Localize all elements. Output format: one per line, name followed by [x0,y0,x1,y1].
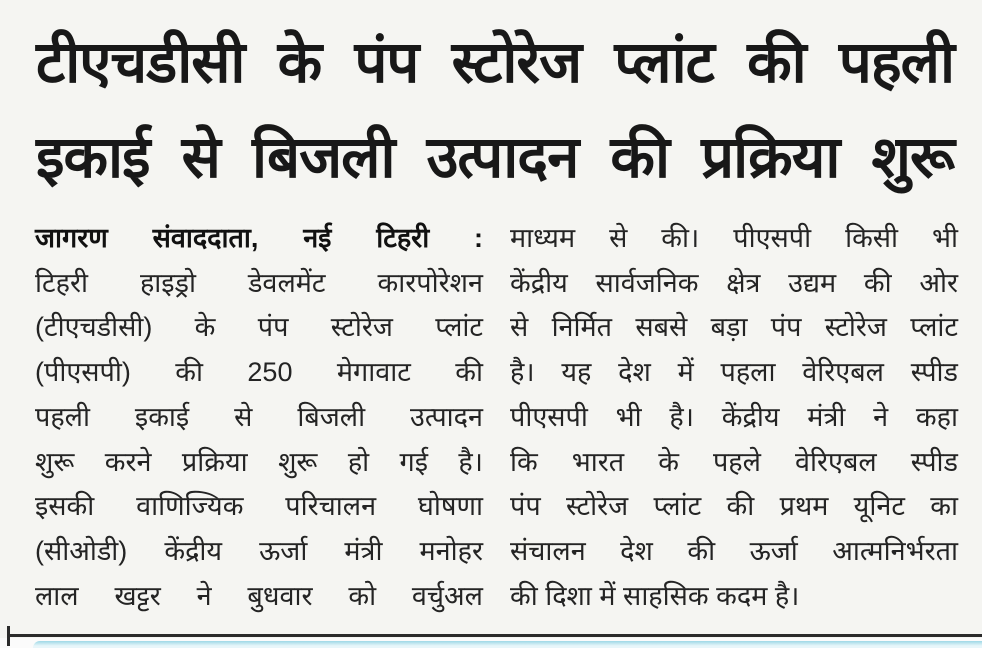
article-headline [36,15,954,205]
article-text-line: केंद्रीय सार्वजनिक क्षेत्र उद्यम की ओर [510,267,958,298]
article-text-line: पीएसपी भी है। केंद्रीय मंत्री ने कहा [510,401,958,432]
article-column-right [510,216,958,618]
article-text-line: पहली इकाई से बिजली उत्पादन [35,401,483,432]
article-column-left [35,216,483,618]
article-text-line: है। यह देश में पहला वेरिएबल स्पीड [510,357,958,388]
article-text-line: टिहरी हाइड्रो डेवलमेंट कारपोरेशन [35,267,483,298]
article-text-line: इसकी वाणिज्यिक परिचालन घोषणा [35,491,483,522]
byline: जागरण संवाददाता, नई टिहरी : [35,223,483,253]
article-text-line: कि भारत के पहले वेरिएबल स्पीड [510,446,958,477]
article-text-line: संचालन देश की ऊर्जा आत्मनिर्भरता [510,535,958,566]
article-text-line: शुरू करने प्रक्रिया शुरू हो गई है। [35,446,483,477]
article-text-line: पंप स्टोरेज प्लांट की प्रथम यूनिट का [510,491,958,522]
next-clipping-edge-bar [33,641,982,648]
article-text-line: (सीओडी) केंद्रीय ऊर्जा मंत्री मनोहर [35,535,483,566]
headline-line-2: इकाई से बिजली उत्पादन की प्रक्रिया शुरू [36,125,954,190]
article-text-line: (टीएचडीसी) के पंप स्टोरेज प्लांट [35,312,483,343]
article-text-line: लाल खट्टर ने बुधवार को वर्चुअल [35,580,483,611]
article-text-line: की दिशा में साहसिक कदम है। [510,580,800,611]
bottom-divider-tick [7,626,10,646]
article-body [35,216,958,618]
article-text-line: माध्यम से की। पीएसपी किसी भी [510,223,958,253]
bottom-divider-line [7,634,982,637]
article-text-line: (पीएसपी) की 250 मेगावाट की [35,357,483,388]
article-text-line: से निर्मित सबसे बड़ा पंप स्टोरेज प्लांट [510,312,958,343]
headline-line-1: टीएचडीसी के पंप स्टोरेज प्लांट की पहली [36,30,954,95]
